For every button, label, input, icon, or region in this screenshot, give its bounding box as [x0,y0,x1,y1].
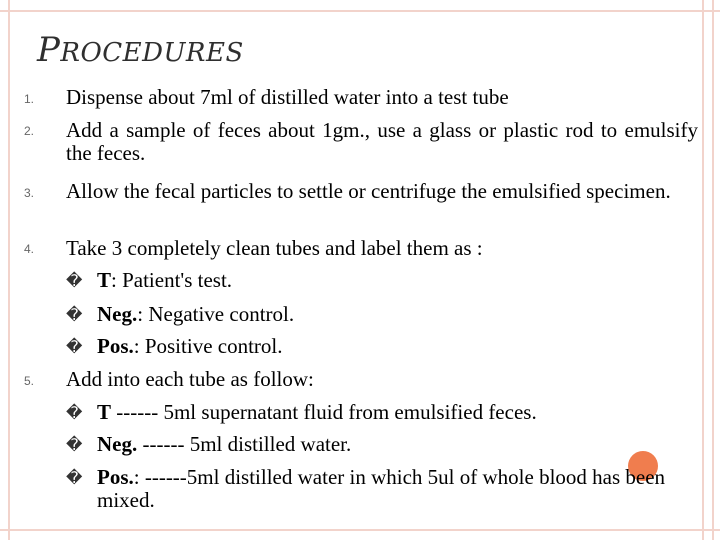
frame-line-left [8,0,10,540]
step-number-1: 1. [24,92,35,106]
addition-item-pos [97,466,701,512]
step-number-2: 2. [24,124,35,138]
step-4-text: Take 3 completely clean tubes and label them as : [66,236,483,260]
label-bullet-icon: � [66,305,83,324]
label-term: Pos. [97,334,134,358]
label-item-t [97,269,701,292]
frame-line-bottom [0,529,720,531]
label-item-pos [97,335,701,358]
label-term: T [97,268,112,292]
step-number-4: 4. [24,242,35,256]
slide-title [37,30,244,70]
addition-term: Neg. [97,432,138,456]
label-bullet-icon: � [66,337,83,356]
label-desc: : Negative control. [137,302,295,326]
title-initial: P [37,30,61,70]
step-number-3: 3. [24,186,35,200]
step-5-text: Add into each tube as follow: [66,367,314,391]
addition-desc: : ------5ml distilled water in which 5ul of whole blood has been mixed. [97,465,666,512]
addition-term: T [97,400,112,424]
step-3-text: Allow the fecal particles to settle or centrifuge the emulsified specimen. [66,179,671,203]
addition-item-neg [97,433,701,456]
addition-term: Pos. [97,465,134,489]
addition-desc: ------ 5ml supernatant fluid from emulsified feces. [111,400,537,424]
label-desc: : Positive control. [133,334,283,358]
label-desc: : Patient's test. [111,268,233,292]
step-1-text: Dispense about 7ml of distilled water into a test tube [66,85,509,109]
label-item-neg [97,303,701,326]
label-term: Neg. [97,302,138,326]
frame-line-top [0,10,720,12]
frame-line-right-outer [712,0,714,540]
step-number-5: 5. [24,374,35,388]
label-bullet-icon: � [66,271,83,290]
addition-desc: ------ 5ml distilled water. [137,432,352,456]
title-rest: ROCEDURES [60,38,244,68]
addition-bullet-icon: � [66,435,83,454]
addition-bullet-icon: � [66,403,83,422]
addition-bullet-icon: � [66,468,83,487]
frame-line-right [702,0,704,540]
addition-item-t [97,401,701,424]
step-2-text: Add a sample of feces about 1gm., use a glass or plastic rod to emulsify the feces. [66,118,698,165]
